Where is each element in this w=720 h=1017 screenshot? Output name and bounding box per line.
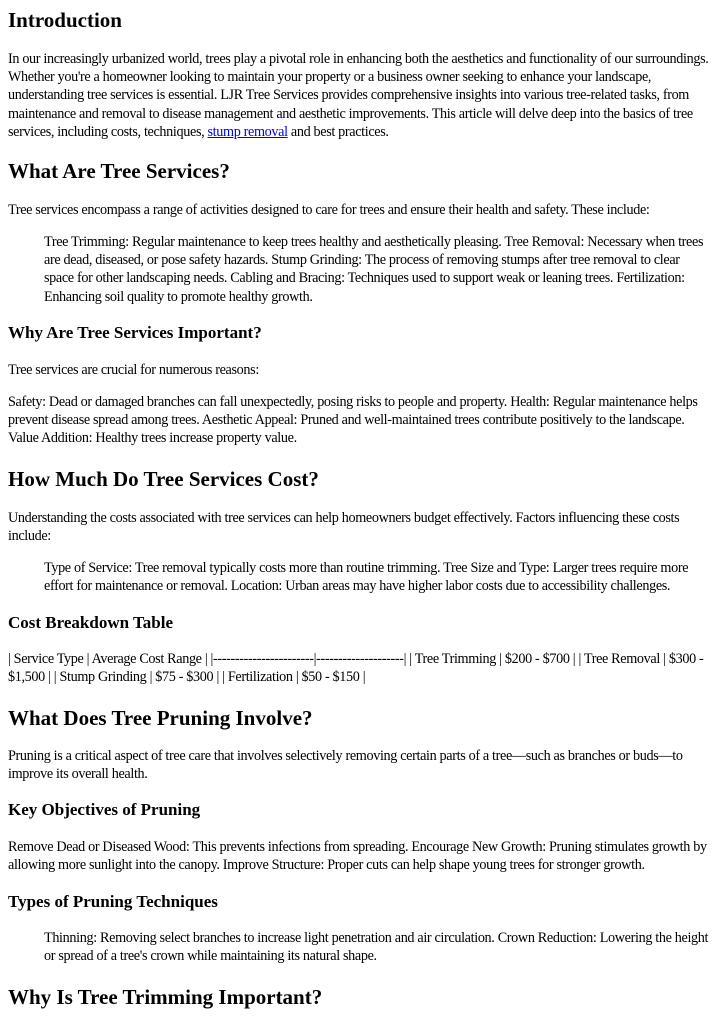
heading-cost-breakdown: Cost Breakdown Table xyxy=(8,613,174,632)
why-important-paragraph-1: Tree services are crucial for numerous reasons: xyxy=(8,362,259,378)
why-important-paragraph-2: Safety: Dead or damaged branches can fall unexpectedly, posing risks to people and property. Health: Regular maintenance helps prevent disease spread among trees. Aesthetic Appeal: Pruned and well-maintained trees contribute positively to the landscape. Value Addition: Healthy trees increase property value. xyxy=(8,394,698,447)
pruning-paragraph: Pruning is a critical aspect of tree care that involves selectively removing certain parts of a tree—such as branches or buds—to improve its overall health. xyxy=(8,748,683,783)
heading-what-are-tree-services: What Are Tree Services? xyxy=(8,159,230,183)
services-list-quote: Tree Trimming: Regular maintenance to keep trees healthy and aesthetically pleasing. Tree Removal: Necessary when trees are dead, diseased, or pose safety hazards. Stump Grinding: The process of removing stumps after tree removal to clear space for other landscaping needs. Cabling and Bracing: Techniques used to support weak or leaning trees. Fertilization: Enhancing soil quality to promote healthy growth. xyxy=(44,234,704,305)
objectives-paragraph: Remove Dead or Diseased Wood: This prevents infections from spreading. Encourage New Growth: Pruning stimulates growth by allowing more sunlight into the canopy. Improve Structure: Proper cuts can help shape young trees for stronger growth. xyxy=(8,839,707,874)
intro-paragraph xyxy=(8,50,712,141)
heading-cost: How Much Do Tree Services Cost? xyxy=(8,467,319,491)
what-are-paragraph: Tree services encompass a range of activities designed to care for trees and ensure their health and safety. These include: xyxy=(8,202,650,218)
cost-factors-quote: Type of Service: Tree removal typically costs more than routine trimming. Tree Size and Type: Larger trees require more effort for maintenance or removal. Location: Urban areas may have higher labor costs due to accessibility challenges. xyxy=(44,560,689,595)
cost-breakdown-text: | Service Type | Average Cost Range | |-----------------------|--------------------| | Tree Trimming | $200 - $700 | | Tree Removal | $300 - $1,500 | | Stump Grinding | $75 - $300 | | Fertilization | $50 - $150 | xyxy=(8,651,704,686)
techniques-quote: Thinning: Removing select branches to increase light penetration and air circulation. Crown Reduction: Lowering the height or spread of a tree's crown while maintaining its natural shape. xyxy=(44,930,709,965)
heading-introduction: Introduction xyxy=(8,8,122,32)
intro-text-before-link: In our increasingly urbanized world, trees play a pivotal role in enhancing both the aesthetics and functionality of our surroundings. Whether you're a homeowner looking to maintain your property or a business owner seeking to enhance your landscape, understanding tree services is essential. LJR Tree Services provides comprehensive insights into various tree-related tasks, from maintenance and removal to disease management and aesthetic improvements. This article will delve deep into the basics of tree services, including costs, techniques, xyxy=(8,51,709,140)
intro-text-after-link: and best practices. xyxy=(287,123,389,140)
cost-paragraph: Understanding the costs associated with tree services can help homeowners budget effectively. Factors influencing these costs include: xyxy=(8,510,680,545)
heading-pruning: What Does Tree Pruning Involve? xyxy=(8,706,313,730)
heading-pruning-techniques: Types of Pruning Techniques xyxy=(8,892,218,911)
heading-why-important: Why Are Tree Services Important? xyxy=(8,323,262,342)
heading-key-objectives: Key Objectives of Pruning xyxy=(8,800,201,819)
heading-trimming-important: Why Is Tree Trimming Important? xyxy=(8,985,323,1009)
stump-removal-link[interactable]: stump removal xyxy=(207,123,288,140)
